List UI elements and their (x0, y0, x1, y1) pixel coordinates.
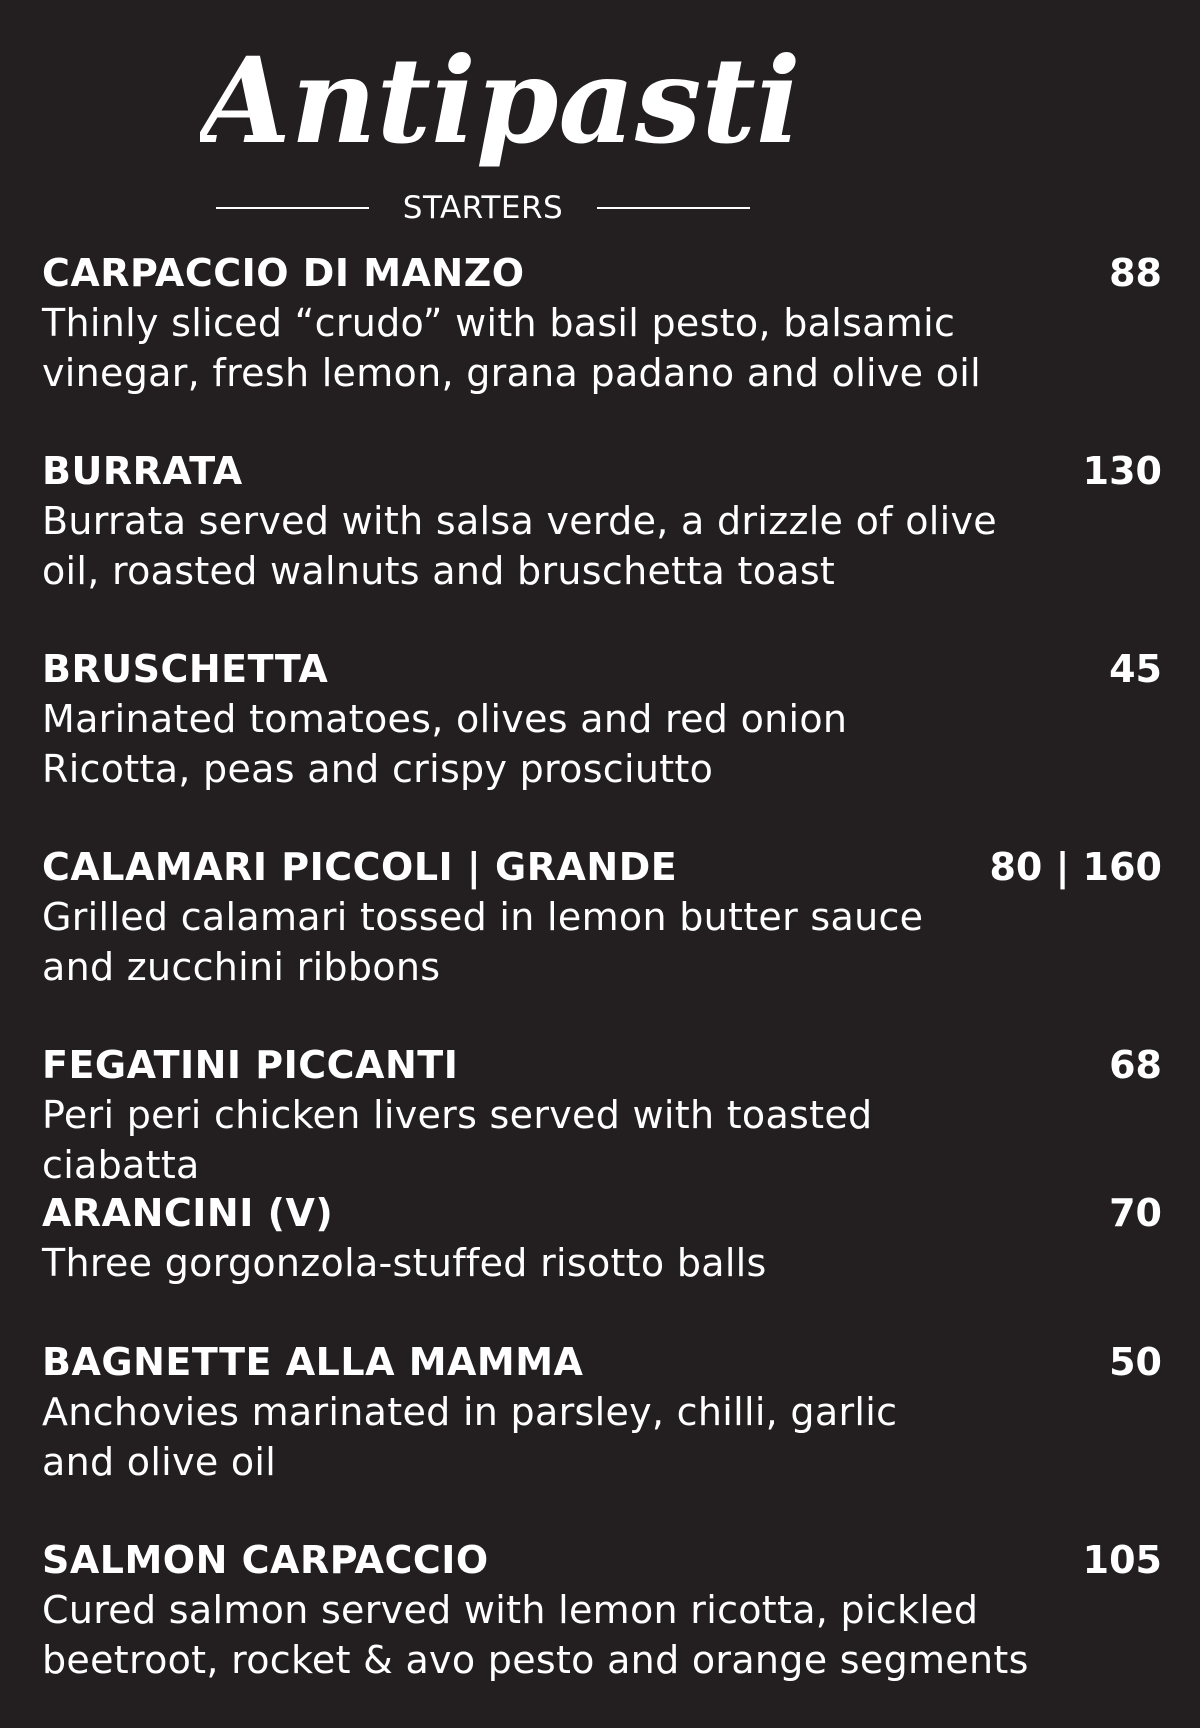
menu-item-name: FEGATINI PICCANTI (42, 1043, 459, 1087)
menu-item-description: Grilled calamari tossed in lemon butter sauce and zucchini ribbons (42, 895, 924, 989)
menu-item-price: 88 (1109, 251, 1162, 295)
menu-item-description: Burrata served with salsa verde, a drizzle of olive oil, roasted walnuts and bruschetta toast (42, 499, 997, 593)
menu-item-header (42, 644, 1162, 694)
menu-item-description: Marinated tomatoes, olives and red onion Ricotta, peas and crispy prosciutto (42, 697, 848, 791)
menu-item-name: CARPACCIO DI MANZO (42, 251, 525, 295)
menu-item-description: Peri peri chicken livers served with toasted ciabatta (42, 1093, 873, 1187)
menu-item-name: BRUSCHETTA (42, 647, 329, 691)
menu-item (42, 1535, 1162, 1685)
menu-item-description: Anchovies marinated in parsley, chilli, garlic and olive oil (42, 1390, 898, 1484)
menu-item-header (42, 1337, 1162, 1387)
menu-item-price: 68 (1109, 1043, 1162, 1087)
section-title-script (200, 10, 800, 190)
menu-item-name: CALAMARI PICCOLI | GRANDE (42, 845, 678, 889)
menu-item-price: 105 (1082, 1538, 1162, 1582)
title-text: Antipasti (200, 31, 800, 170)
menu-item-price: 45 (1109, 647, 1162, 691)
menu-item-header (42, 446, 1162, 496)
menu-item-name: BAGNETTE ALLA MAMMA (42, 1340, 584, 1384)
menu-item-name: BURRATA (42, 449, 243, 493)
menu-header (0, 0, 1200, 240)
menu-item-header (42, 1188, 1162, 1238)
menu-item-description: Thinly sliced “crudo” with basil pesto, balsamic vinegar, fresh lemon, grana padano and olive oil (42, 301, 981, 395)
menu-item-header (42, 1535, 1162, 1585)
divider-left (216, 207, 369, 209)
menu-item-price: 50 (1109, 1340, 1162, 1384)
menu-item-header (42, 842, 1162, 892)
menu-item-name: ARANCINI (V) (42, 1191, 334, 1235)
section-subtitle: STARTERS (402, 190, 564, 226)
menu-item-price: 80 | 160 (989, 845, 1162, 889)
menu-item-price: 130 (1082, 449, 1162, 493)
divider-right (597, 207, 750, 209)
menu-item (42, 1188, 1162, 1288)
menu-item-header (42, 248, 1162, 298)
menu-item (42, 1040, 1162, 1190)
menu-item (42, 842, 1162, 992)
menu-item (42, 644, 1162, 794)
menu-item (42, 1337, 1162, 1487)
antipasti-script-title (200, 10, 800, 190)
subtitle-row (216, 188, 750, 228)
menu-item (42, 446, 1162, 596)
menu-item-name: SALMON CARPACCIO (42, 1538, 489, 1582)
menu-item-description: Cured salmon served with lemon ricotta, pickled beetroot, rocket & avo pesto and orange segments (42, 1588, 1029, 1682)
menu-item-description: Three gorgonzola-stuffed risotto balls (42, 1241, 767, 1285)
menu-item (42, 248, 1162, 398)
menu-item-price: 70 (1109, 1191, 1162, 1235)
menu-item-header (42, 1040, 1162, 1090)
